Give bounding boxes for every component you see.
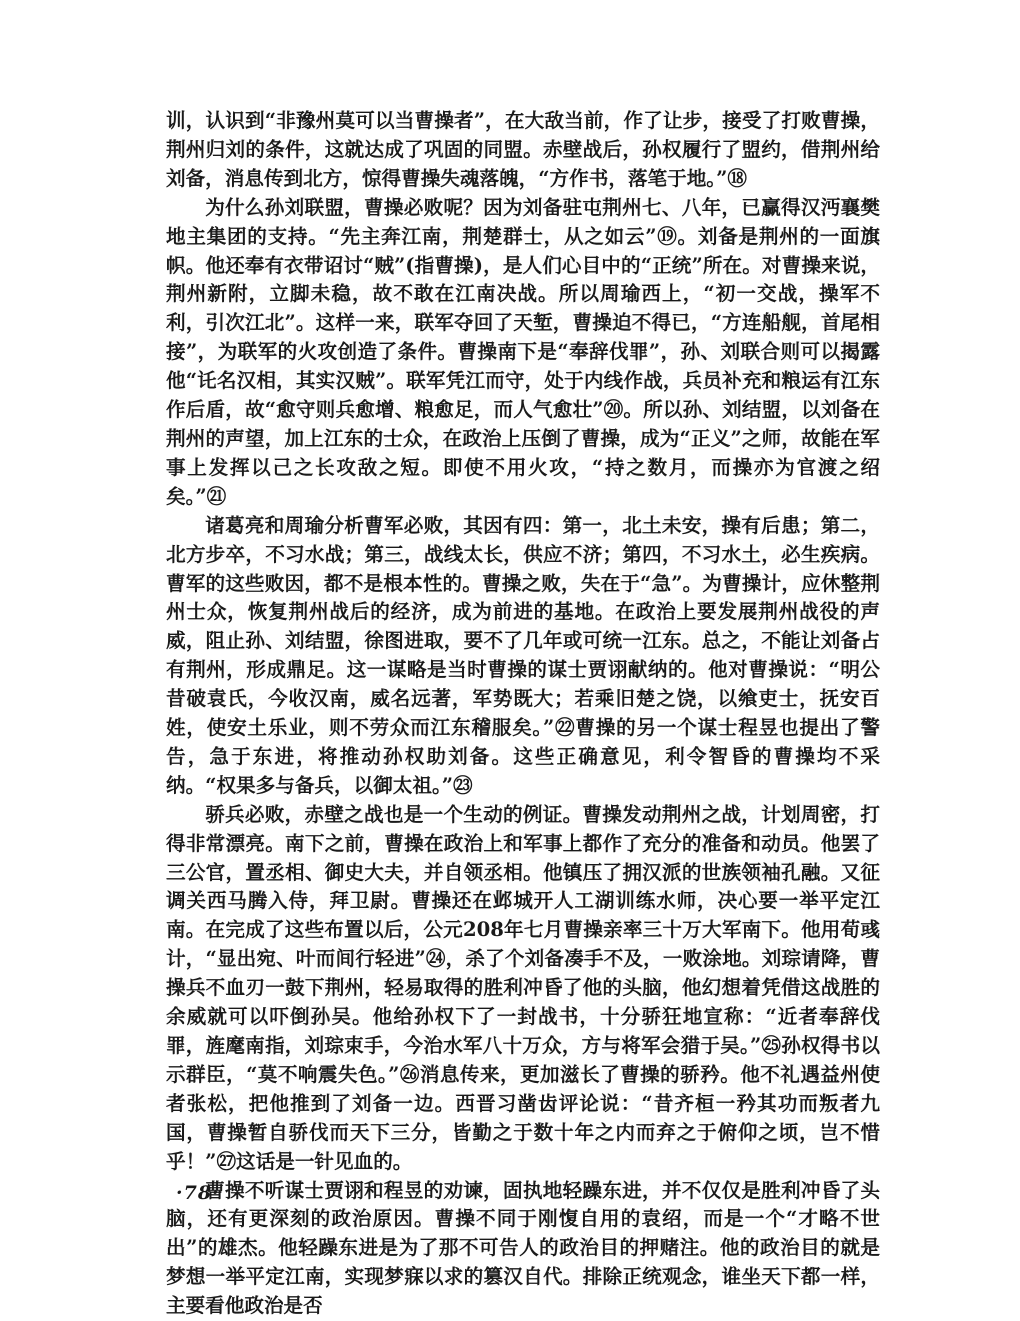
- paragraph-3: 诸葛亮和周瑜分析曹军必败，其因有四：第一，北土未安，操有后患；第二，北方步卒，不习水战；第三，战线太长，供应不济；第四，不习水土，必生疾病。曹军的这些败因，都不是根本性的。曹操之败，失在于“急”。为曹操计，应休整荆州士众，恢复荆州战后的经济，成为前进的基地。在政治上要发展荆州战役的声威，阻止孙、刘结盟，徐图进取，要不了几年或可统一江东。总之，不能让刘备占有荆州，形成鼎足。这一谋略是当时曹操的谋士贾诩献纳的。他对曹操说：“明公昔破袁氏，今收汉南，威名远著，军势既大；若乘旧楚之饶，以飨吏士，抚安百姓，使安土乐业，则不劳众而江东稽服矣。”㉒曹操的另一个谋士程昱也提出了警告，急于东进，将推动孙权助刘备。这些正确意见，利令智昏的曹操均不采纳。“权果多与备兵，以御太祖。”㉓: [166, 513, 880, 797]
- paragraph-1: 训，认识到“非豫州莫可以当曹操者”，在大敌当前，作了让步，接受了打败曹操，荆州归刘的条件，这就达成了巩固的同盟。赤壁战后，孙权履行了盟约，借荆州给刘备，消息传到北方，惊得曹操失魂落魄，“方作书，落笔于地。”⑱: [166, 109, 880, 190]
- page-number: ·78·: [176, 1182, 220, 1204]
- paragraph-4: 骄兵必败，赤壁之战也是一个生动的例证。曹操发动荆州之战，计划周密，打得非常漂亮。南下之前，曹操在政治上和军事上都作了充分的准备和动员。他罢了三公官，置丞相、御史大夫，并自领丞相。他镇压了拥汉派的世族领袖孔融。又征调关西马腾入侍，拜卫尉。曹操还在邺城开人工湖训练水师，决心要一举平定江南。在完成了这些布置以后，公元208年七月曹操亲率三十万大军南下。他用荀彧计，“显出宛、叶而间行轻进”㉔，杀了个刘备凑手不及，一败涂地。刘琮请降，曹操兵不血刃一鼓下荆州，轻易取得的胜利冲昏了他的头脑，他幻想着凭借这战胜的余威就可以吓倒孙吴。他给孙权下了一封战书，十分骄狂地宣称：“近者奉辞伐罪，旌麾南指，刘琮束手，今治水军八十万众，方与将军会猎于吴。”㉕孙权得书以示群臣，“莫不响震失色。”㉖消息传来，更加滋长了曹操的骄矜。他不礼遇益州使者张松，把他推到了刘备一边。西晋习凿齿评论说：“昔齐桓一矜其功而叛者九国，曹操暂自骄伐而天下三分，皆勤之于数十年之内而弃之于俯仰之顷，岂不惜乎！”㉗这话是一针见血的。: [166, 802, 880, 1173]
- body-text: [166, 107, 880, 1321]
- paragraph-2: 为什么孙刘联盟，曹操必败呢？因为刘备驻屯荆州七、八年，已赢得汉沔襄樊地主集团的支持。“先主奔江南，荆楚群士，从之如云”⑲。刘备是荆州的一面旗帜。他还奉有衣带诏讨“贼”(指曹操)，是人们心目中的“正统”所在。对曹操来说，荆州新附，立脚未稳，故不敢在江南决战。所以周瑜西上，“初一交战，操军不利，引次江北”。这样一来，联军夺回了天堑，曹操迫不得已，“方连船舰，首尾相接”，为联军的火攻创造了条件。曹操南下是“奉辞伐罪”，孙、刘联合则可以揭露他“讬名汉相，其实汉贼”。联军凭江而守，处于内线作战，兵员补充和粮运有江东作后盾，故“愈守则兵愈增、粮愈足，而人气愈壮”⑳。所以孙、刘结盟，以刘备在荆州的声望，加上江东的士众，在政治上压倒了曹操，成为“正义”之师，故能在军事上发挥以己之长攻敌之短。即使不用火攻，“持之数月，而操亦为官渡之绍矣。”㉑: [166, 195, 880, 508]
- paragraph-5: 曹操不听谋士贾诩和程昱的劝谏，固执地轻躁东进，并不仅仅是胜利冲昏了头脑，还有更深刻的政治原因。曹操不同于刚愎自用的袁绍，而是一个“才略不世出”的雄杰。他轻躁东进是为了那不可告人的政治目的押赌注。他的政治目的就是梦想一举平定江南，实现梦寐以求的篡汉自代。排除正统观念，谁坐天下都一样，主要看他政治是否: [166, 1178, 880, 1318]
